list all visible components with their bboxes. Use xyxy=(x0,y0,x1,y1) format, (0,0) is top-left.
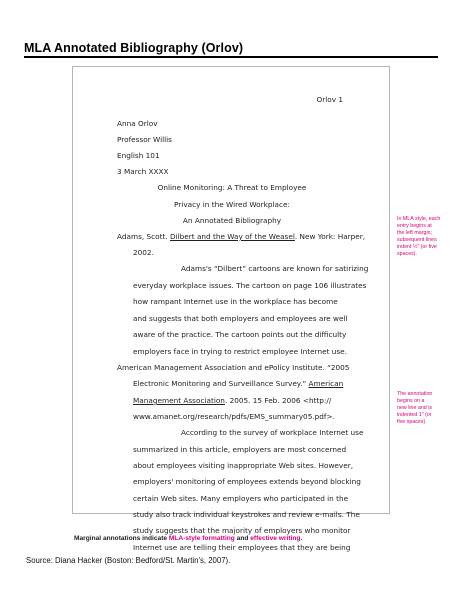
margin-note-line: five spaces). xyxy=(397,418,427,425)
annotation2-line: Internet use are telling their employees that they are being xyxy=(133,543,351,552)
annotation1-line: aware of the practice. The cartoon points out the difficulty xyxy=(133,330,347,339)
caption-text: . xyxy=(300,535,303,542)
entry2-line2 xyxy=(133,379,343,388)
figure-caption xyxy=(74,535,302,542)
margin-note-line: indent ½″ (or five xyxy=(397,243,437,250)
entry2-line1: American Management Association and ePolicy Institute. “2005 xyxy=(117,363,350,372)
source-credit: Source: Diana Hacker (Boston: Bedford/St. Martin's, 2007). xyxy=(26,556,231,565)
margin-note-line: In MLA style, each xyxy=(397,216,441,222)
annotation1-line: and suggests that both employers and employees are well xyxy=(133,314,348,323)
entry2-date: . 2005. 15 Feb. 2006 <http:// xyxy=(224,396,332,405)
margin-note-entry-format xyxy=(397,216,457,257)
margin-note-line: indented 1″ (or xyxy=(397,411,432,418)
title-line-2: Privacy in the Wired Workplace: xyxy=(174,200,290,209)
margin-note-line: The annotation xyxy=(397,391,433,397)
entry2-site-title-start: American xyxy=(308,379,344,388)
margin-note-annotation-indent xyxy=(397,391,457,426)
heading-instructor: Professor Willis xyxy=(117,135,172,144)
caption-mla-highlight: MLA-style formatting xyxy=(168,535,235,542)
annotation2-line: summarized in this article, employers are most concerned xyxy=(133,445,347,454)
entry1-publisher: . New York: Harper, xyxy=(294,232,366,241)
entry2-line3 xyxy=(133,396,331,405)
heading-date: 3 March XXXX xyxy=(117,167,169,176)
entry1-line1 xyxy=(117,232,365,241)
annotation2-line: study also track individual keystrokes and review e-mails. The xyxy=(133,510,360,519)
running-head: Orlov 1 xyxy=(316,95,343,104)
annotation2-line: According to the survey of workplace Internet use xyxy=(181,428,364,437)
annotation2-line: certain Web sites. Many employers who participated in the xyxy=(133,494,349,503)
title-line-3: An Annotated Bibliography xyxy=(182,216,282,225)
margin-note-line: entry begins at xyxy=(397,222,432,229)
annotation1-line: Adams's “Dilbert” cartoons are known for satirizing xyxy=(181,264,369,273)
heading-name: Anna Orlov xyxy=(117,119,158,128)
annotation1-line: employers face in trying to restrict employee Internet use. xyxy=(133,347,347,356)
annotation2-line: study suggests that the majority of employers who monitor xyxy=(133,526,351,535)
annotation2-line: employers' monitoring of employees extends beyond blocking xyxy=(133,477,361,486)
entry1-author: Adams, Scott. xyxy=(117,232,170,241)
entry2-article-title: Electronic Monitoring and Surveillance Survey.” xyxy=(133,379,309,388)
margin-note-line: new line and is xyxy=(397,404,433,411)
margin-note-line: the left margin; xyxy=(397,229,433,236)
entry1-year: 2002. xyxy=(133,248,154,257)
page-title: MLA Annotated Bibliography (Orlov) xyxy=(24,41,244,55)
entry1-book-title: Dilbert and the Way of the Weasel xyxy=(169,232,295,241)
annotation1-line: how rampant Internet use in the workplace has become xyxy=(133,297,338,306)
annotation1-line: everyday workplace issues. The cartoon on page 106 illustrates xyxy=(133,281,367,290)
entry2-url: www.amanet.org/research/pdfs/EMS_summary05.pdf>. xyxy=(133,412,335,421)
entry2-site-title-end: Management Association xyxy=(133,396,225,405)
title-line-1: Online Monitoring: A Threat to Employee xyxy=(157,183,307,192)
heading-course: English 101 xyxy=(117,151,160,160)
margin-note-line: begins on a xyxy=(397,397,425,404)
caption-effective-highlight: effective writing xyxy=(250,535,301,542)
annotation2-line: about employees visiting inappropriate Web sites. However, xyxy=(133,461,354,470)
margin-note-line: subsequent lines xyxy=(397,236,437,243)
title-rule xyxy=(24,56,438,58)
caption-text: Marginal annotations indicate xyxy=(74,535,169,542)
caption-text: and xyxy=(234,535,251,542)
margin-note-line: spaces). xyxy=(397,250,418,257)
